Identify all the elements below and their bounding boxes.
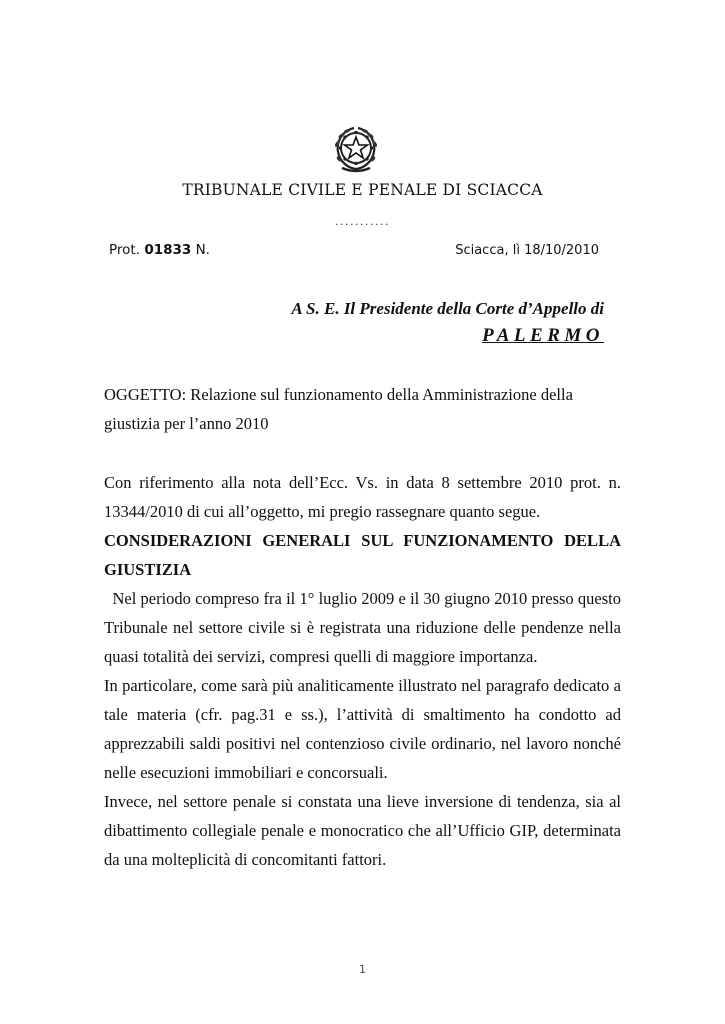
place-date: Sciacca, lì 18/10/2010	[455, 243, 599, 258]
subject-line-1: OGGETTO: Relazione sul funzionamento della Amministrazione della	[104, 385, 573, 404]
court-name-heading: TRIBUNALE CIVILE E PENALE DI SCIACCA	[182, 181, 543, 199]
protocol-suffix: N.	[195, 242, 210, 258]
protocol-number: 01833	[144, 242, 192, 258]
addressee-line: A S. E. Il Presidente della Corte d’Appello di	[291, 299, 604, 318]
body-block	[104, 468, 626, 874]
addressee-city: PALERMO	[482, 325, 604, 346]
section-heading: CONSIDERAZIONI GENERALI SUL FUNZIONAMENTO DELLA GIUSTIZIA	[104, 531, 621, 579]
paragraph-1: Nel periodo compreso fra il 1° luglio 2009 e il 30 giugno 2010 presso questo Tribunale nel settore civile si è registrata una riduzione delle pendenze nella quasi totalità dei servizi, compresi quelli di maggiore importanza.	[104, 589, 626, 666]
italian-republic-emblem-icon	[328, 122, 384, 176]
intro-paragraph: Con riferimento alla nota dell’Ecc. Vs. in data 8 settembre 2010 prot. n. 13344/2010 di cui all’oggetto, mi pregio rassegnare quanto segue.	[104, 473, 621, 521]
paragraph-3: Invece, nel settore penale si constata una lieve inversione di tendenza, sia al dibattimento collegiale penale e monocratico che all’Ufficio GIP, determinata da una molteplicità di concomitanti fattori.	[104, 792, 621, 869]
page-number: 1	[359, 963, 366, 976]
paragraph-2: In particolare, come sarà più analiticamente illustrato nel paragrafo dedicato a tale materia (cfr. pag.31 e ss.), l’attività di smaltimento ha condotto ad apprezzabili saldi positivi nel contenzioso civile ordinario, nel lavoro nonché nelle esecuzioni immobiliari e concorsuali.	[104, 676, 621, 782]
protocol-prefix: Prot.	[109, 242, 141, 258]
separator-dots: ...........	[335, 215, 390, 228]
subject-line-2: giustizia per l’anno 2010	[104, 414, 269, 433]
subject-block	[104, 380, 621, 438]
protocol-line	[109, 242, 210, 258]
